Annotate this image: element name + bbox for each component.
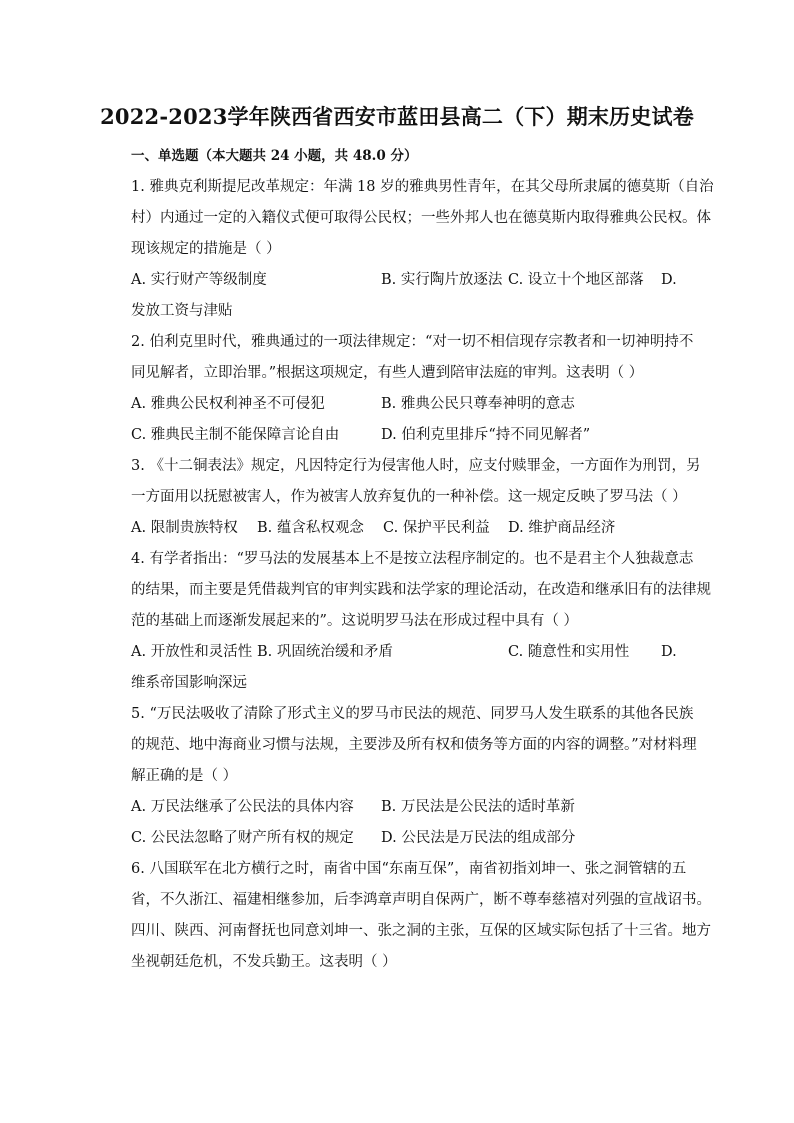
question-text-line: 的规范、地中海商业习惯与法规，主要涉及所有权和债务等方面的内容的调整。”对材料理 <box>131 737 697 753</box>
option-row <box>131 513 687 544</box>
option-b[interactable]: B. 雅典公民只尊奉神明的意志 <box>381 396 575 412</box>
option-d[interactable]: D. <box>661 272 677 288</box>
option-d[interactable]: D. <box>661 644 677 660</box>
option-c[interactable]: C. 设立十个地区部落 <box>508 272 644 288</box>
option-a[interactable]: A. 万民法继承了公民法的具体内容 <box>131 799 354 815</box>
question-text-line: 一方面用以抚慰被害人，作为被害人放弃复仇的一种补偿。这一规定反映了罗马法（ ） <box>131 489 687 505</box>
question-text-line: 3. 《十二铜表法》规定，凡因特定行为侵害他人时，应支付赎罪金，一方面作为刑罚，另 <box>131 458 701 474</box>
option-row <box>131 265 687 296</box>
question-text-line: 范的基础上而逐渐发展起来的”。这说明罗马法在形成过程中具有（ ） <box>131 613 579 629</box>
option-row <box>131 420 687 451</box>
question-text-line: 的结果，而主要是凭借裁判官的审判实践和法学家的理论活动，在改造和继承旧有的法律规 <box>131 582 711 598</box>
question-2 <box>131 327 694 451</box>
option-d[interactable]: D. 维护商品经济 <box>508 520 616 536</box>
question-text-line: 5. “万民法吸收了清除了形式主义的罗马市民法的规范、同罗马人发生联系的其他各民族 <box>131 706 694 722</box>
question-text-line: 省，不久浙江、福建相继参加，后李鸿章声明自保两广，断不尊奉慈禧对列强的宣战诏书。 <box>131 892 711 908</box>
question-text-line: 2. 伯利克里时代，雅典通过的一项法律规定：“对一切不相信现存宗教者和一切神明持不 <box>131 334 694 350</box>
option-row <box>131 792 687 823</box>
option-row <box>131 823 687 854</box>
option-a[interactable]: A. 实行财产等级制度 <box>131 272 267 288</box>
option-a[interactable]: A. 雅典公民权利神圣不可侵犯 <box>131 396 325 412</box>
option-b[interactable]: B. 实行陶片放逐法 <box>381 272 503 288</box>
option-b[interactable]: B. 蕴含私权观念 <box>257 520 364 536</box>
option-a[interactable]: A. 限制贵族特权 <box>131 520 238 536</box>
question-list <box>131 172 714 978</box>
option-row <box>131 637 687 668</box>
question-text-line: 1. 雅典克利斯提尼改革规定：年满 18 岁的雅典男性青年，在其父母所隶属的德莫斯（自治 <box>131 179 714 195</box>
question-text-line: 现该规定的措施是（ ） <box>131 241 281 257</box>
section-heading: 一、单选题（本大题共 24 小题，共 48.0 分） <box>131 148 418 164</box>
option-b[interactable]: B. 巩固统治缓和矛盾 <box>257 644 393 660</box>
option-c[interactable]: C. 保护平民利益 <box>383 520 490 536</box>
option-row <box>131 389 687 420</box>
question-1 <box>131 172 714 327</box>
question-text-line: 6. 八国联军在北方横行之时，南省中国“东南互保”，南省初指刘坤一、张之洞管辖的五 <box>131 861 687 877</box>
option-d-continued[interactable]: 维系帝国影响深远 <box>131 675 247 691</box>
option-c[interactable]: C. 公民法忽略了财产所有权的规定 <box>131 830 354 846</box>
option-c[interactable]: C. 随意性和实用性 <box>508 644 630 660</box>
question-text-line: 村）内通过一定的入籍仪式便可取得公民权；一些外邦人也在德莫斯内取得雅典公民权。体 <box>131 210 711 226</box>
question-5 <box>131 699 697 854</box>
question-text-line: 4. 有学者指出：“罗马法的发展基本上不是按立法程序制定的。也不是君主个人独裁意志 <box>131 551 694 567</box>
option-a[interactable]: A. 开放性和灵活性 <box>131 644 253 660</box>
question-text-line: 四川、陕西、河南督抚也同意刘坤一、张之洞的主张，互保的区域实际包括了十三省。地方 <box>131 923 711 939</box>
option-d[interactable]: D. 伯利克里排斥“持不同见解者” <box>381 427 591 443</box>
option-d-continued[interactable]: 发放工资与津贴 <box>131 303 233 319</box>
question-4 <box>131 544 711 699</box>
question-text-line: 解正确的是（ ） <box>131 768 238 784</box>
question-text-line: 同见解者，立即治罪。”根据这项规定，有些人遭到陪审法庭的审判。这表明（ ） <box>131 365 644 381</box>
option-d[interactable]: D. 公民法是万民法的组成部分 <box>381 830 576 846</box>
question-3 <box>131 451 701 544</box>
option-b[interactable]: B. 万民法是公民法的适时革新 <box>381 799 575 815</box>
question-6 <box>131 854 711 978</box>
question-text-line: 坐视朝廷危机，不发兵勤王。这表明（ ） <box>131 954 397 970</box>
option-c[interactable]: C. 雅典民主制不能保障言论自由 <box>131 427 340 443</box>
page-title: 2022-2023学年陕西省西安市蓝田县高二（下）期末历史试卷 <box>100 104 694 129</box>
